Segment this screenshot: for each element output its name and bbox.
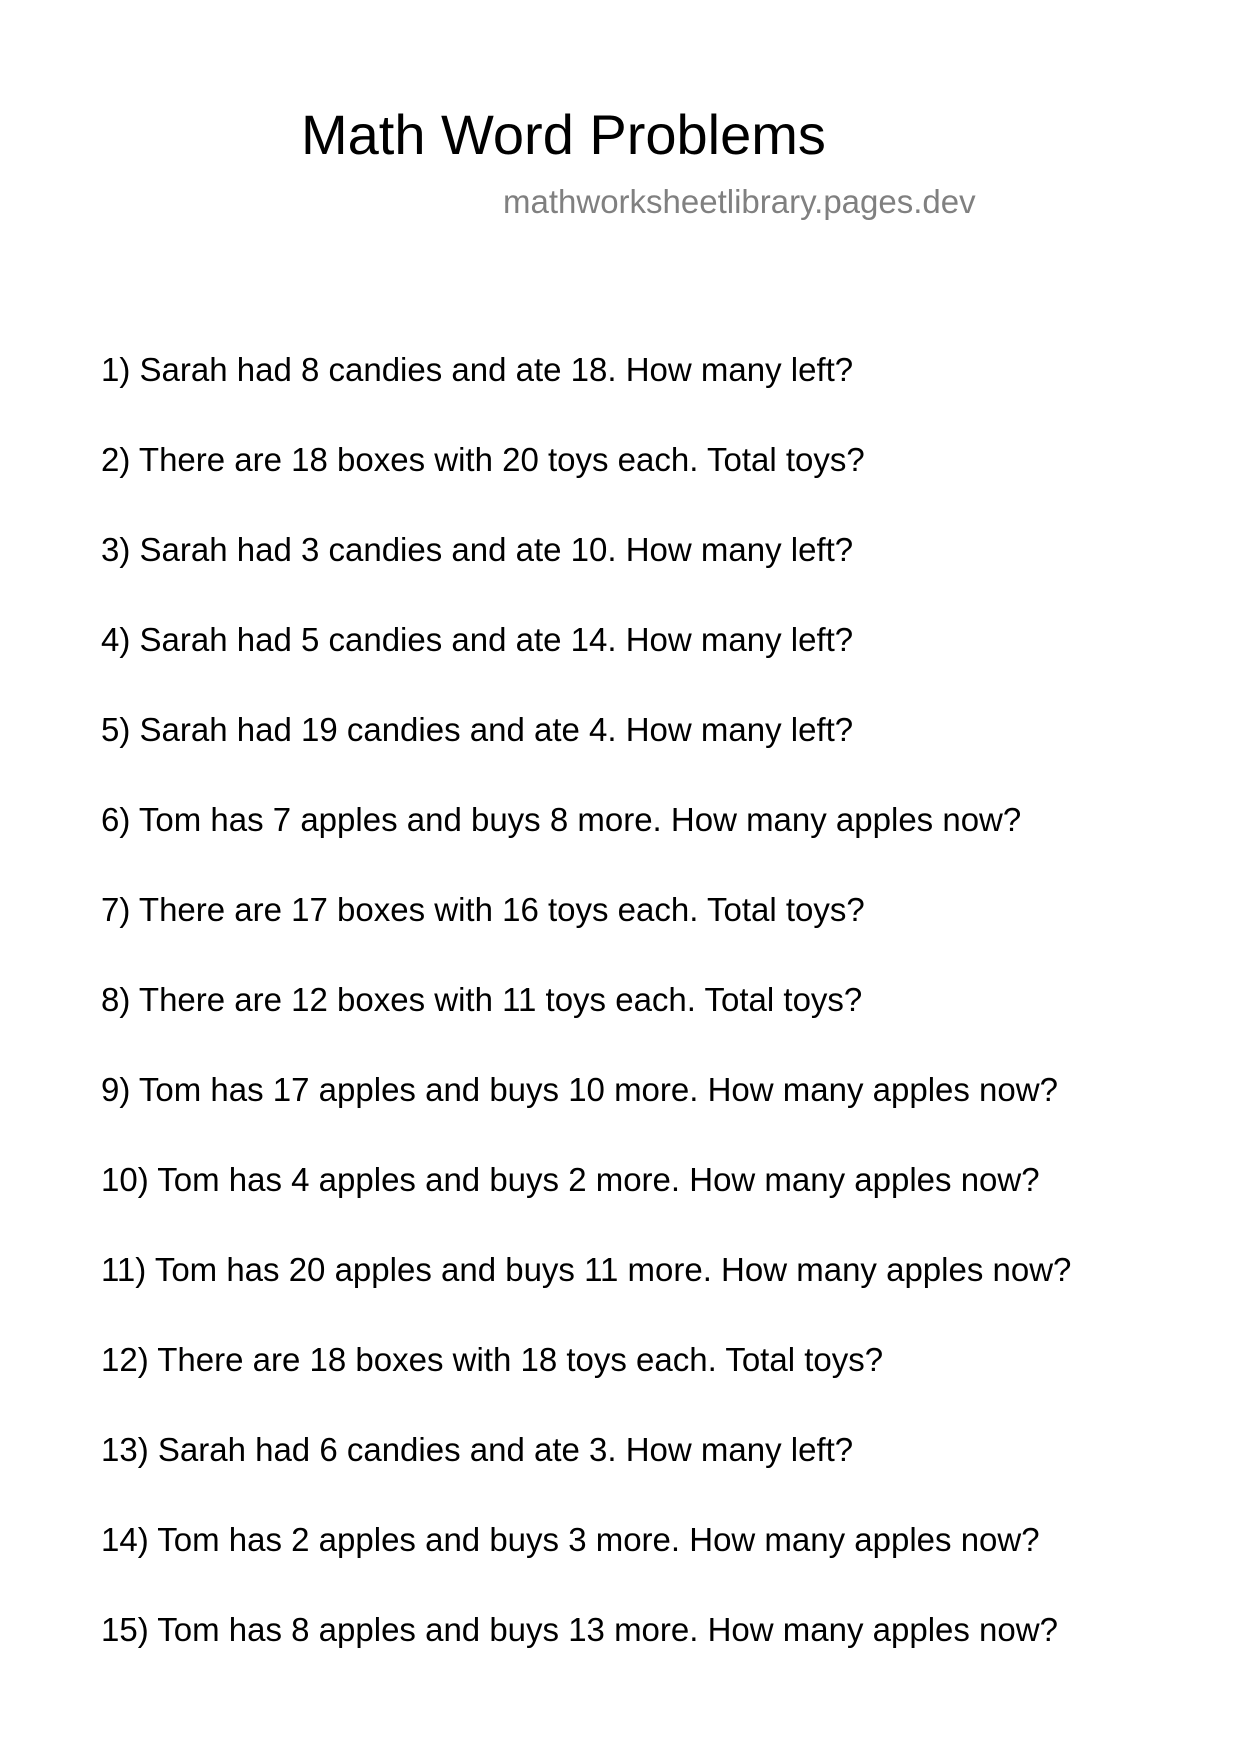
problem-item: 8) There are 12 boxes with 11 toys each. Total toys? (101, 981, 863, 1018)
problem-item: 10) Tom has 4 apples and buys 2 more. How many apples now? (101, 1161, 1040, 1198)
problem-item: 12) There are 18 boxes with 18 toys each. Total toys? (101, 1341, 884, 1378)
source-url: mathworksheetlibrary.pages.dev (503, 183, 976, 220)
problem-item: 6) Tom has 7 apples and buys 8 more. How many apples now? (101, 801, 1022, 838)
problem-item: 5) Sarah had 19 candies and ate 4. How many left? (101, 711, 854, 748)
problem-item: 3) Sarah had 3 candies and ate 10. How many left? (101, 531, 854, 568)
problem-item: 13) Sarah had 6 candies and ate 3. How many left? (101, 1431, 854, 1468)
problem-list (101, 348, 1071, 1698)
problem-item: 14) Tom has 2 apples and buys 3 more. How many apples now? (101, 1521, 1040, 1558)
problem-item: 4) Sarah had 5 candies and ate 14. How many left? (101, 621, 854, 658)
problem-item: 1) Sarah had 8 candies and ate 18. How many left? (101, 351, 854, 388)
problem-item: 15) Tom has 8 apples and buys 13 more. How many apples now? (101, 1611, 1058, 1648)
page-title: Math Word Problems (301, 103, 826, 166)
problem-item: 11) Tom has 20 apples and buys 11 more. How many apples now? (101, 1251, 1072, 1288)
problem-item: 9) Tom has 17 apples and buys 10 more. How many apples now? (101, 1071, 1058, 1108)
problem-item: 7) There are 17 boxes with 16 toys each. Total toys? (101, 891, 865, 928)
problem-item: 2) There are 18 boxes with 20 toys each. Total toys? (101, 441, 865, 478)
